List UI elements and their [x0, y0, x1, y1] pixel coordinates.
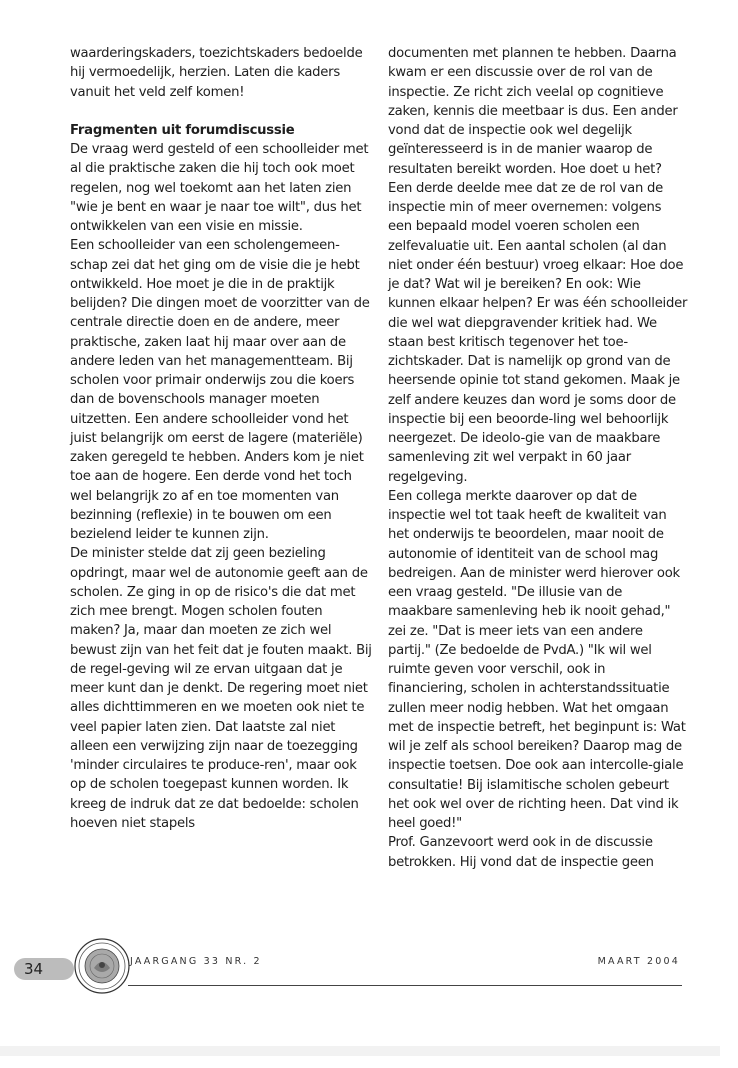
left-column [70, 44, 372, 833]
paragraph-collega: Een collega merkte daarover op dat de inspectie wel tot taak heeft de kwaliteit van het onderwijs te beoordelen, maar nooit de autonomie of identiteit van de school mag bedreigen. Aan de minister werd hierover ook een vraag gesteld. "De illusie van de maakbare samenleving heb ik nooit gehad," zei ze. "Dat is meer iets van een andere partij." (Ze bedoelde de PvdA.) "Ik wil wel ruimte geven voor verschil, ook in financiering, scholen in achterstandssituatie zullen meer nodig hebben. Wat het omgaan met de inspectie betreft, het beginpunt is: Wat wil je zelf als school bereiken? Daarop mag de inspectie toetsen. Doe ook aan intercolle-giale consultatie! Bij islamitische scholen gebeurt het ook wel over de richting heen. Dat vind ik heel goed!" [388, 488, 686, 831]
page-footer [0, 936, 738, 1000]
paragraph-gap [70, 102, 372, 121]
paragraph-schoolleider: Een schoolleider van een scholengemeen-schap zei dat het ging om de visie die je hebt ontwikkeld. Hoe moet je die in de praktijk belijden? Die dingen moet de voorzitter van de centrale directie doen en de andere, meer praktische, zaken laat hij maar over aan de andere leden van het managementteam. Bij scholen voor primair onderwijs zou die koers dan de bovenschools manager moeten uitzetten. Een andere schoolleider vond het juist belangrijk om eerst de lagere (materiële) zaken geregeld te hebben. Anders kom je niet toe aan de hogere. Een derde vond het toch wel belangrijk zo af en toe momenten van bezinning (reflexie) in te bouwen om een bezielend leider te kunnen zijn. [70, 238, 370, 542]
paragraph-visie: De vraag werd gesteld of een schoolleider met al die praktische zaken die hij toch ook moet regelen, nog wel toekomt aan het laten zien "wie je bent en waar je naar toe wilt", dus het ontwikkelen van een visie en missie. [70, 142, 369, 234]
right-column [388, 44, 688, 872]
section-heading: Fragmenten uit forumdiscussie [70, 122, 295, 138]
scan-edge-band [0, 1046, 720, 1056]
intro-paragraph: waarderingskaders, toezichtskaders bedoelde hij vermoedelijk, herzien. Laten die kaders vanuit het veld zelf komen! [70, 46, 363, 100]
paragraph-ganzevoort: Prof. Ganzevoort werd ook in de discussie betrokken. Hij vond dat de inspectie geen [388, 835, 654, 870]
footer-rule [128, 985, 682, 986]
page-number: 34 [14, 958, 74, 980]
issue-date: MAART 2004 [597, 956, 680, 967]
journal-issue: JAARGANG 33 NR. 2 [130, 956, 262, 967]
paragraph-inspectie: documenten met plannen te hebben. Daarna kwam er een discussie over de rol van de inspectie. Ze richt zich veelal op cognitieve zaken, kennis die meetbaar is dus. Een ander vond dat de inspectie ook wel degelijk geïnteresseerd is in de manier waarop de resultaten bereikt worden. Hoe doet u het? Een derde deelde mee dat ze de rol van de inspectie min of meer overnemen: volgens een bepaald model voeren scholen een zelfevaluatie uit. Een aantal scholen (al dan niet onder één bestuur) vroeg elkaar: Hoe doe je dat? Wat wil je bereiken? En ook: Wie kunnen elkaar helpen? Er was één schoolleider die wel wat diepgravender kritiek had. We staan best kritisch tegenover het toe-zichtskader. Dat is namelijk op grond van de heersende opinie tot stand gekomen. Maak je zelf andere keuzes dan word je soms door de inspectie bij een beoorde-ling wel behoorlijk neergezet. De ideolo-gie van de maakbare samenleving zit wel verpakt in 60 jaar regelgeving. [388, 46, 688, 485]
paragraph-minister: De minister stelde dat zij geen bezieling opdringt, maar wel de autonomie geeft aan de scholen. Ze ging in op de risico's die dat met zich mee brengt. Mogen scholen fouten maken? Ja, maar dan moeten ze zich wel bewust zijn van het feit dat je fouten maakt. Bij de regel-geving wil ze ervan uitgaan dat je meer kunt dan je denkt. De regering moet niet alles dichttimmeren en we moeten ook niet te veel papier laten zien. Dat laatste zal niet alleen een verwijzing zijn naar de toezegging 'minder circulaires te produce-ren', maar ook op de scholen toegepast kunnen worden. Ik kreeg de indruk dat ze dat bedoelde: scholen hoeven niet stapels [70, 546, 372, 831]
seal-emblem-icon [74, 938, 130, 994]
